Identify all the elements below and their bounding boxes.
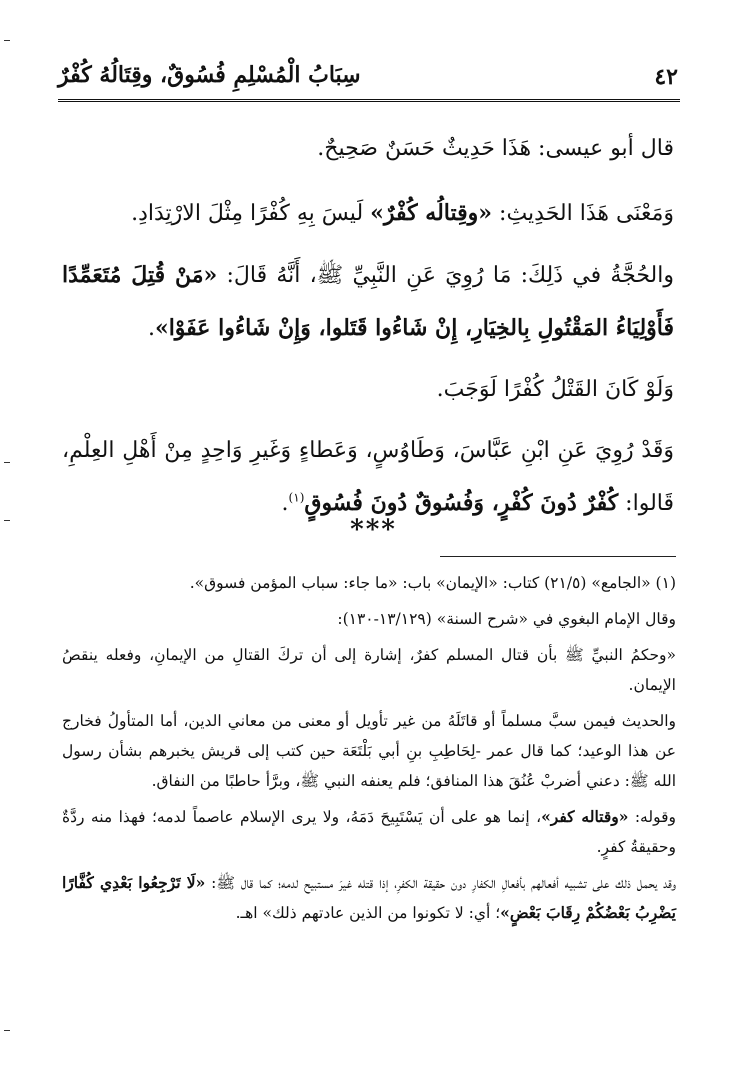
hadith-quote: «وقتاله كفر» [541, 807, 629, 826]
hadith-quote: «لَا تَرْجِعُوا بَعْدِي كُفَّارًا يَضْرِبُ بَعْضُكُمْ رِقَابَ بَعْضٍ» [62, 873, 676, 922]
hadith-quote: «مَنْ قُتِلَ مُتَعَمِّدًا فَأَوْلِيَاءُ المَقْتُولِ بِالخِيَارِ، إِنْ شَاءُوا قَتَلوا، وَإِنْ شَاءُوا عَفَوْا» [62, 262, 674, 341]
footnote-line: «وحكمُ النبيِّ ﷺ بأن قتال المسلم كفرٌ، إشارة إلى أن تركَ القتالِ من الإيمانِ، وفعله ينقصُ الإيمان. [62, 646, 676, 694]
margin-mark [4, 40, 10, 41]
footnote-marker: (١) [288, 490, 305, 505]
footnote-rule [440, 556, 676, 557]
narration-quote: كُفْرٌ دُونَ كُفْرٍ، وَفُسُوقٌ دُونَ فُسُوقٍ [304, 490, 619, 516]
paragraph-1: قال أبو عيسى: هَذَا حَدِيثٌ حَسَنٌ صَحِيحٌ. [317, 136, 674, 161]
footnote-1: (١) «الجامع» (٢١/٥) كتاب: «الإيمان» باب: «ما جاء: سباب المؤمن فسوق». [189, 574, 676, 592]
page-number: ٤٢ [654, 64, 678, 90]
hadith-quote: «وقِتالُه كُفْرٌ» [370, 200, 493, 226]
header-rule [58, 99, 680, 102]
paragraph-3: والحُجَّةُ في ذَلِكَ: مَا رُوِيَ عَنِ النَّبِيِّ ﷺ، أَنَّهُ قَالَ: «مَنْ قُتِلَ مُتَعَمِّدًا فَأَوْلِيَاءُ المَقْتُولِ بِالخِيَارِ، إِنْ شَاءُوا قَتَلوا، وَإِنْ شَاءُوا عَفَوْا». [62, 262, 674, 341]
paragraph-4: وَلَوْ كَانَ القَتْلُ كُفْرًا لَوَجَبَ. [436, 377, 674, 402]
footnote-line: وقوله: «وقتاله كفر»، إنما هو على أن يَسْتَبِيحَ دَمَهُ، ولا يرى الإسلام عاصماً لدمه؛ فهذا منه ردَّةٌ وحقيقةُ كفرٍ. [62, 807, 676, 856]
footnote-line: وقال الإمام البغوي في «شرح السنة» (١٣/١٢٩-١٣٠): [337, 610, 676, 628]
margin-mark [4, 1030, 10, 1031]
section-separator: *** [350, 515, 397, 545]
running-title: سِبَابُ الْمُسْلِمِ فُسُوقٌ، وقِتَالُهُ كُفْرٌ [58, 62, 361, 88]
footnote-line: والحديث فيمن سبَّ مسلماً أو قاتَلَهُ من غير تأويل أو معنى من معاني الدين، أما المتأولُ فخارج عن هذا الوعيد؛ كما قال عمر -لِحَاطِبِ بنِ أبي بَلْتَعَة حين كتب إلى قريش يخبرهم بشأن رسول الله ﷺ: دعني أضربْ عُنُقَ هذا المنافق؛ فلم يعنفه النبي ﷺ، وبرَّأ حاطبًا من النفاق. [62, 712, 676, 790]
page-header [58, 58, 678, 92]
footnote-line: وقد يحمل ذلك على تشبيه أفعالهم بأفعالِ الكفارِ دون حقيقة الكفرِ، إذا قتله غيرَ مستبيح لدمه؛ كما قال ﷺ: «لَا تَرْجِعُوا بَعْدِي كُفَّارًا يَضْرِبُ بَعْضُكُمْ رِقَابَ بَعْضٍ»؛ أي: لا تكونوا من الذين عادتهم ذلك» اهـ. [62, 873, 677, 922]
paragraph-5: وَقَدْ رُوِيَ عَنِ ابْنِ عَبَّاسَ، وَطَاوُسٍ، وَعَطاءٍ وَغَيرِ وَاحِدٍ مِنْ أَهْلِ العِلْمِ، قَالوا: كُفْرٌ دُونَ كُفْرٍ، وَفُسُوقٌ دُونَ فُسُوقٍ$^{(١)}$. [62, 438, 674, 516]
paragraph-2: وَمَعْنَى هَذَا الحَدِيثِ: «وقِتالُه كُفْرٌ» لَيسَ بِهِ كُفْرًا مِثْلَ الارْتِدَادِ. [131, 200, 674, 226]
main-text [62, 120, 674, 530]
footnotes [62, 568, 676, 934]
margin-mark [4, 462, 10, 463]
